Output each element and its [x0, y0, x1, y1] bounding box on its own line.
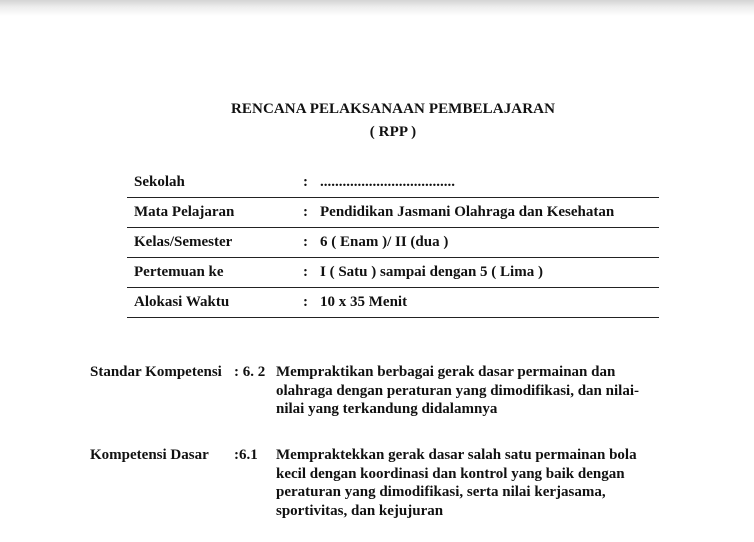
info-label: Pertemuan ke — [134, 264, 224, 280]
info-label: Kelas/Semester — [134, 234, 233, 250]
info-value: 6 ( Enam )/ II (dua ) — [320, 234, 449, 250]
document-title: RENCANA PELAKSANAAN PEMBELAJARAN — [230, 101, 556, 117]
kompetensi-dasar-label: Kompetensi Dasar — [90, 447, 209, 463]
text-line: peraturan yang dimodifikasi, serta nilai kerjasama, — [276, 484, 606, 500]
info-label: Sekolah — [134, 174, 185, 190]
text-line: Mempraktekkan gerak dasar salah satu permainan bola — [276, 447, 637, 463]
text-line: olahraga dengan peraturan yang dimodifikasi, dan nilai- — [276, 382, 639, 399]
info-row-pertemuan-ke — [127, 258, 659, 288]
info-colon: : — [303, 234, 308, 250]
info-row-kelas-semester — [127, 228, 659, 258]
info-row-mata-pelajaran — [127, 198, 659, 228]
identity-table — [127, 168, 659, 318]
document-subtitle: ( RPP ) — [369, 124, 417, 140]
info-row-alokasi-waktu — [127, 288, 659, 318]
text-line: nilai yang terkandung didalamnya — [276, 401, 498, 417]
standar-kompetensi-label: Standar Kompetensi — [90, 364, 222, 380]
info-value: I ( Satu ) sampai dengan 5 ( Lima ) — [320, 264, 543, 280]
info-label: Alokasi Waktu — [134, 294, 230, 310]
text-line: Mempraktikan berbagai gerak dasar permainan dan — [276, 364, 616, 380]
info-colon: : — [303, 174, 308, 190]
viewer-top-shadow — [0, 0, 754, 16]
kompetensi-dasar-text — [276, 446, 676, 520]
info-row-sekolah — [127, 168, 659, 198]
info-colon: : — [303, 294, 308, 310]
text-line: kecil dengan koordinasi dan kontrol yang baik dengan — [276, 465, 625, 482]
standar-kompetensi-code: : 6. 2 — [234, 364, 266, 380]
standar-kompetensi-text — [276, 363, 676, 419]
info-label: Mata Pelajaran — [134, 204, 235, 220]
info-value: .................................... — [320, 174, 455, 190]
info-value: 10 x 35 Menit — [320, 294, 408, 310]
text-line: sportivitas, dan kejujuran — [276, 502, 444, 519]
info-colon: : — [303, 204, 308, 220]
info-value: Pendidikan Jasmani Olahraga dan Kesehatan — [320, 204, 615, 220]
kompetensi-dasar-code: :6.1 — [234, 447, 258, 463]
info-colon: : — [303, 264, 308, 280]
